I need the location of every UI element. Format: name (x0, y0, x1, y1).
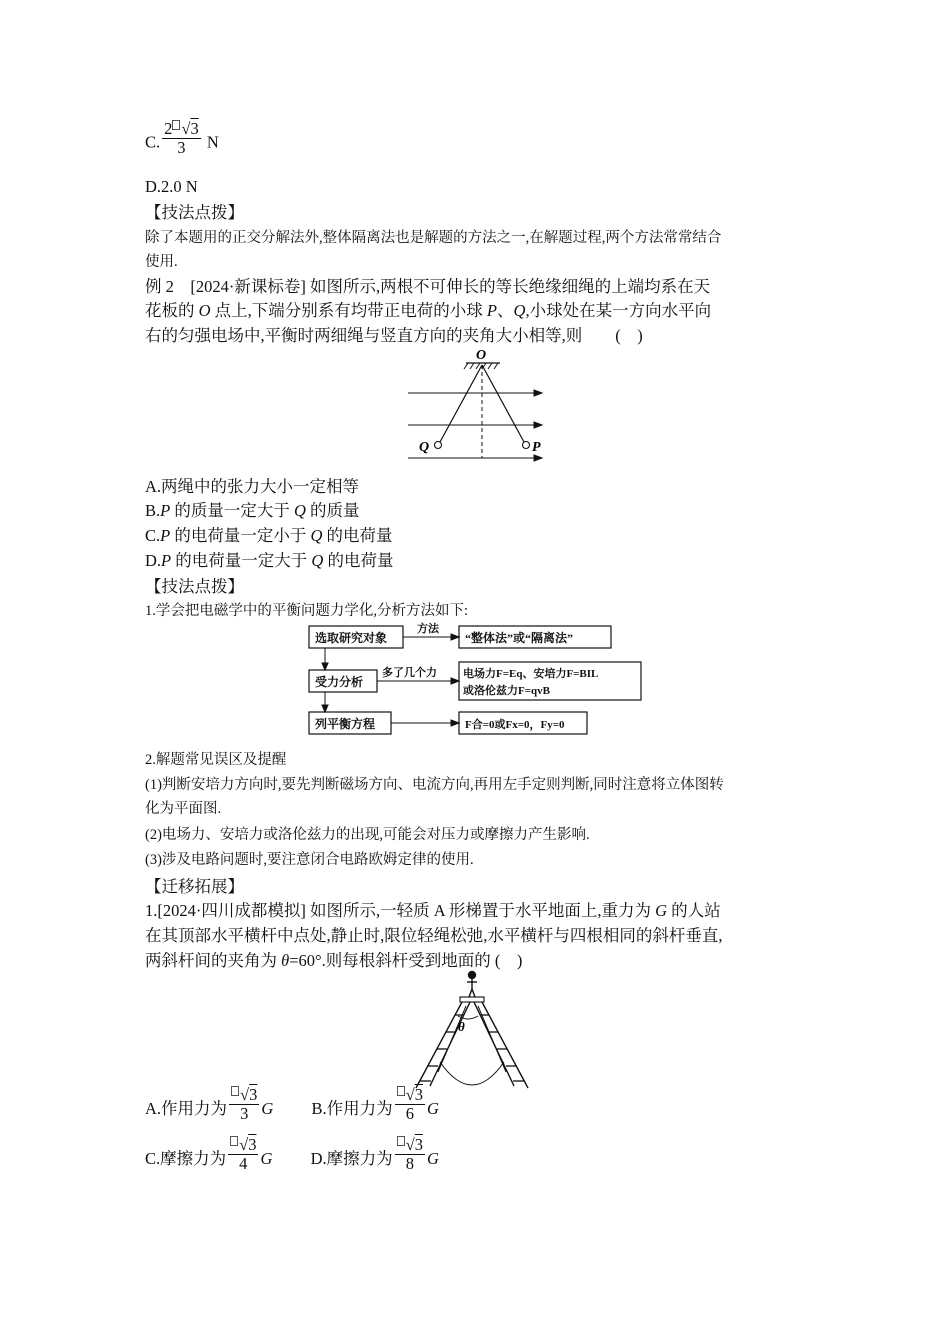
flow-arrow-forces: 多了几个力 (382, 667, 437, 679)
extension-option-d: D.摩擦力为 $\frac{√3}{8}$ G (310, 1135, 439, 1173)
label-q: Q (419, 440, 430, 455)
a-ladder-figure (410, 968, 550, 1092)
tip-text-1: 除了本题用的正交分解法外,整体隔离法也是解题的方法之一,在解题过程,两个方法常常结合 (145, 230, 722, 246)
extension-option-c: C.摩擦力为 $\frac{√3}{4}$ G (145, 1135, 273, 1173)
tip2-p3: (3)涉及电路问题时,要注意闭合电路欧姆定律的使用. (145, 852, 474, 868)
example2-option-c: C.P 的电荷量一定小于 Q 的电荷量 (145, 526, 393, 545)
tip2-heading: 【技法点拨】 (145, 577, 244, 596)
charged-balls-figure (400, 345, 550, 467)
flow-box-forces-2: 或洛伦兹力F=qvB (463, 685, 550, 697)
flow-box-force: 受力分析 (315, 675, 364, 689)
tip2-item2: 2.解题常见误区及提醒 (145, 752, 287, 768)
extension-heading: 【迁移拓展】 (145, 877, 244, 896)
label-p: P (532, 440, 541, 455)
tip-heading: 【技法点拨】 (145, 203, 244, 222)
extension-options-row2 (145, 1135, 439, 1194)
flow-arrow-method: 方法 (417, 623, 439, 635)
example2-line3: 右的匀强电场中,平衡时两细绳与竖直方向的夹角大小相等,则 ( ) (145, 326, 643, 345)
fraction: $\frac{2 √3}{3}$ (164, 119, 199, 157)
extension-line2: 在其顶部水平横杆中点处,静止时,限位轻绳松弛,水平横杆与四根相同的斜杆垂直, (145, 926, 723, 945)
flow-box-method: “整体法”或“隔离法” (465, 631, 574, 645)
extension-line1: 1.[2024·四川成都模拟] 如图所示,一轻质 A 形梯置于水平地面上,重力为 G 的人站 (145, 901, 721, 920)
flow-box-equation: 列平衡方程 (315, 717, 376, 731)
option-d: D.2.0 N (145, 177, 198, 196)
flow-box-condition: F合=0或Fx=0，Fy=0 (465, 719, 565, 731)
person-icon (467, 972, 477, 998)
flow-box-forces-1: 电场力F=Eq、安培力F=BIL (463, 668, 599, 680)
extension-option-b: B.作用力为 $\frac{√3}{6}$ G (311, 1085, 439, 1123)
example2-line1: 例 2 [2024·新课标卷] 如图所示,两根不可伸长的等长绝缘细绳的上端均系在天 (145, 277, 711, 296)
tip2-p1-line1: (1)判断安培力方向时,要先判断磁场方向、电流方向,再用左手定则判断,同时注意将立体图转 (145, 777, 724, 793)
example2-option-d: D.P 的电荷量一定大于 Q 的电荷量 (145, 551, 394, 570)
flow-box-select: 选取研究对象 (315, 631, 388, 645)
tip2-p2: (2)电场力、安培力或洛伦兹力的出现,可能会对压力或摩擦力产生影响. (145, 827, 590, 843)
extension-option-a: A.作用力为 $\frac{√3}{3}$ G (145, 1085, 274, 1123)
option-c: C. $\frac{2 √3}{3}$ N (145, 119, 219, 157)
example2-option-a: A.两绳中的张力大小一定相等 (145, 477, 360, 496)
label-o: O (476, 348, 487, 363)
tip2-p1-line2: 化为平面图. (145, 801, 222, 817)
analysis-flowchart (305, 620, 645, 742)
example2-option-b: B.P 的质量一定大于 Q 的质量 (145, 501, 360, 520)
example2-line2: 花板的 O 点上,下端分别系有均带正电荷的小球 P、Q,小球处在某一方向水平向 (145, 301, 712, 320)
extension-line3: 两斜杆间的夹角为 θ=60°.则每根斜杆受到地面的 ( ) (145, 951, 523, 970)
tip2-item1: 1.学会把电磁学中的平衡问题力学化,分析方法如下: (145, 603, 469, 619)
label-theta: θ (458, 1019, 465, 1034)
tip-text-2: 使用. (145, 254, 178, 270)
